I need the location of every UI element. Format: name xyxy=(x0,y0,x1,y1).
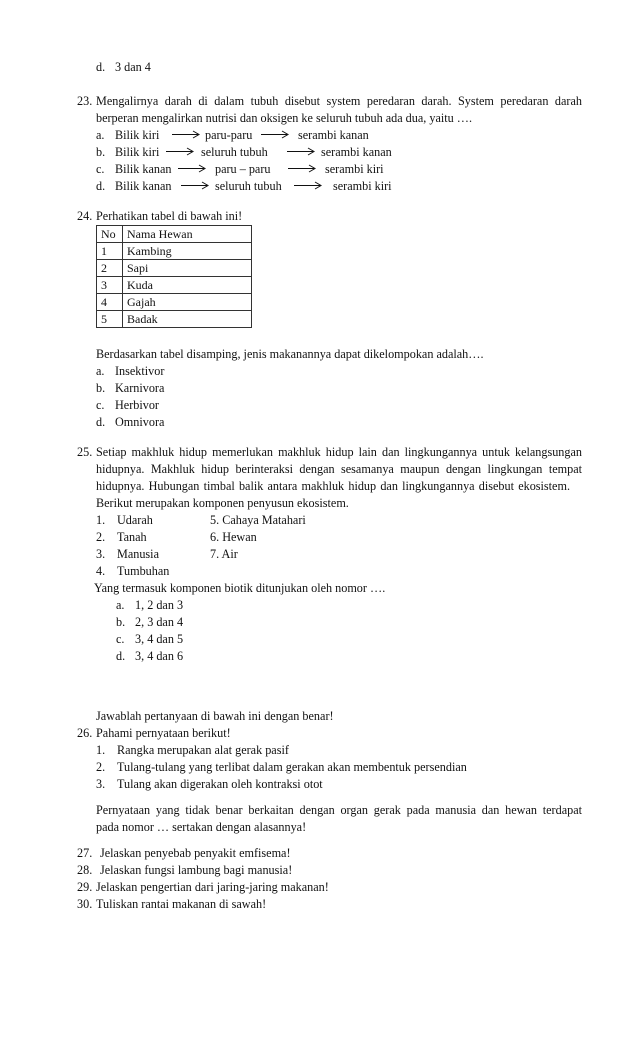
table-cell: Sapi xyxy=(123,260,252,277)
question-number: 23. xyxy=(77,94,93,108)
table-cell: Gajah xyxy=(123,294,252,311)
question-text: Jelaskan fungsi lambung bagi manusia! xyxy=(100,863,293,877)
table-cell: Kuda xyxy=(123,277,252,294)
option-text: 3 dan 4 xyxy=(115,60,151,74)
table-cell: Kambing xyxy=(123,243,252,260)
question-text-line: hidupnya. Makhluk hidup berinteraksi dengan sesamanya maupun dengan lingkungan tempat xyxy=(96,462,582,476)
table-row xyxy=(97,243,252,260)
option-letter: d. xyxy=(116,649,126,663)
table-row xyxy=(97,294,252,311)
option-text: Herbivor xyxy=(115,398,159,412)
table-cell: Badak xyxy=(123,311,252,328)
option-letter: d. xyxy=(96,179,106,193)
option-part: serambi kanan xyxy=(298,128,369,142)
question-number: 25. xyxy=(77,445,93,459)
option-letter: c. xyxy=(116,632,125,646)
component-number: 3. xyxy=(96,547,106,561)
animal-table xyxy=(96,225,252,328)
option-text: Karnivora xyxy=(115,381,165,395)
option-text: 3, 4 dan 5 xyxy=(135,632,184,646)
question-text: Jelaskan penyebab penyakit emfisema! xyxy=(100,846,291,860)
right-arrow-icon xyxy=(294,181,324,190)
question-number: 26. xyxy=(77,726,93,740)
right-arrow-icon xyxy=(172,130,202,139)
statement-number: 3. xyxy=(96,777,106,791)
question-text: Jelaskan pengertian dari jaring-jaring makanan! xyxy=(96,880,329,894)
question-text-line: berperan mengalirkan nutrisi dan oksigen ke seluruh tubuh ada dua, yaitu …. xyxy=(96,111,473,125)
question-number: 30. xyxy=(77,897,93,911)
option-letter: d. xyxy=(96,60,106,74)
option-letter: c. xyxy=(96,162,105,176)
statement-number: 1. xyxy=(96,743,106,757)
table-row xyxy=(97,260,252,277)
component-number: 2. xyxy=(96,530,106,544)
option-part: serambi kiri xyxy=(333,179,392,193)
table-cell: 5 xyxy=(97,311,123,328)
question-number: 27. xyxy=(77,846,93,860)
question-intro: Pahami pernyataan berikut! xyxy=(96,726,231,740)
right-arrow-icon xyxy=(288,164,318,173)
question-text-line: hidupnya. Hubungan timbal balik antara makhluk hidup dan lingkungannya disebut ekosistem. xyxy=(96,479,570,493)
component-number: 4. xyxy=(96,564,106,578)
statement-number: 2. xyxy=(96,760,106,774)
question-text: Yang termasuk komponen biotik ditunjukan oleh nomor …. xyxy=(94,581,386,595)
option-part: Bilik kanan xyxy=(115,179,172,193)
question-intro: Perhatikan tabel di bawah ini! xyxy=(96,209,243,223)
option-part: serambi kiri xyxy=(325,162,384,176)
option-letter: a. xyxy=(116,598,125,612)
option-text: 2, 3 dan 4 xyxy=(135,615,184,629)
table-header-cell: No xyxy=(97,226,123,243)
question-text-line: Pernyataan yang tidak benar berkaitan dengan organ gerak pada manusia dan hewan terdapat xyxy=(96,803,582,817)
component-text: Tumbuhan xyxy=(117,564,170,578)
question-number: 29. xyxy=(77,880,93,894)
statement-text: Rangka merupakan alat gerak pasif xyxy=(117,743,289,757)
option-letter: a. xyxy=(96,128,105,142)
question-text-line: Setiap makhluk hidup memerlukan makhluk hidup lain dan lingkungannya untuk kelangsungan xyxy=(96,445,582,459)
question-number: 28. xyxy=(77,863,93,877)
component-text: Manusia xyxy=(117,547,159,561)
component-text: Tanah xyxy=(117,530,147,544)
option-part: Bilik kanan xyxy=(115,162,172,176)
option-part: paru – paru xyxy=(215,162,271,176)
table-header-row xyxy=(97,226,252,243)
table-cell: 1 xyxy=(97,243,123,260)
option-part: seluruh tubuh xyxy=(215,179,282,193)
right-arrow-icon xyxy=(181,181,211,190)
option-part: seluruh tubuh xyxy=(201,145,268,159)
component-item: 7. Air xyxy=(210,547,238,561)
option-text: Omnivora xyxy=(115,415,165,429)
table-header-cell: Nama Hewan xyxy=(123,226,252,243)
question-text: Tuliskan rantai makanan di sawah! xyxy=(96,897,267,911)
question-text-line: pada nomor … sertakan dengan alasannya! xyxy=(96,820,307,834)
question-number: 24. xyxy=(77,209,93,223)
statement-text: Tulang akan digerakan oleh kontraksi otot xyxy=(117,777,323,791)
right-arrow-icon xyxy=(261,130,291,139)
table-row xyxy=(97,311,252,328)
right-arrow-icon xyxy=(178,164,208,173)
component-number: 1. xyxy=(96,513,106,527)
component-item: 5. Cahaya Matahari xyxy=(210,513,306,527)
table-cell: 2 xyxy=(97,260,123,277)
table-cell: 4 xyxy=(97,294,123,311)
question-text: Berdasarkan tabel disamping, jenis makanannya dapat dikelompokan adalah…. xyxy=(96,347,484,361)
statement-text: Tulang-tulang yang terlibat dalam gerakan akan membentuk persendian xyxy=(117,760,467,774)
option-text: Insektivor xyxy=(115,364,165,378)
table-row xyxy=(97,277,252,294)
table-cell: 3 xyxy=(97,277,123,294)
essay-instruction: Jawablah pertanyaan di bawah ini dengan benar! xyxy=(96,709,334,723)
option-letter: d. xyxy=(96,415,106,429)
option-text: 3, 4 dan 6 xyxy=(135,649,184,663)
option-part: Bilik kiri xyxy=(115,145,160,159)
question-text-line: Berikut merupakan komponen penyusun ekosistem. xyxy=(96,496,349,510)
option-letter: a. xyxy=(96,364,105,378)
option-part: Bilik kiri xyxy=(115,128,160,142)
component-text: Udarah xyxy=(117,513,153,527)
right-arrow-icon xyxy=(287,147,317,156)
right-arrow-icon xyxy=(166,147,196,156)
option-part: paru-paru xyxy=(205,128,253,142)
option-letter: c. xyxy=(96,398,105,412)
question-text-line: Mengalirnya darah di dalam tubuh disebut system peredaran darah. System peredaran darah xyxy=(96,94,582,108)
option-letter: b. xyxy=(96,381,106,395)
option-letter: b. xyxy=(96,145,106,159)
option-text: 1, 2 dan 3 xyxy=(135,598,184,612)
component-item: 6. Hewan xyxy=(210,530,257,544)
option-part: serambi kanan xyxy=(321,145,392,159)
option-letter: b. xyxy=(116,615,126,629)
